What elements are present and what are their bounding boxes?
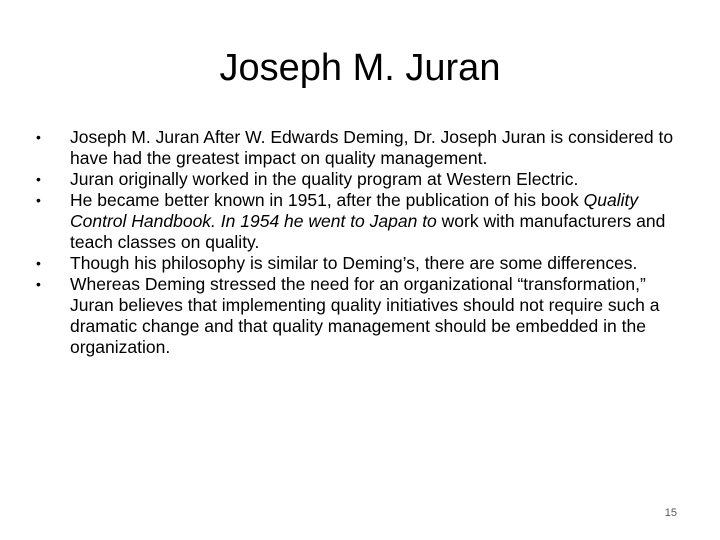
bullet-marker: • — [36, 255, 41, 271]
bullet-text: Joseph M. Juran After W. Edwards Deming, Dr. Joseph Juran is considered to have had the greatest impact on quality management. — [70, 127, 674, 168]
bullet-text: Though his philosophy is similar to Deming’s, there are some differences. — [70, 253, 638, 273]
bullet-marker: • — [36, 171, 41, 187]
bullet-text-part: work with manufacturers and teach classes on quality. — [70, 211, 666, 252]
bullet-item — [36, 127, 686, 169]
bullet-marker: • — [36, 129, 41, 145]
page-number: 15 — [664, 507, 677, 519]
book-title-italic: Quality Control Handbook. In 1954 he went to Japan to — [70, 190, 639, 231]
bullet-text-part: He became better known in 1951, after the publication of his book — [70, 190, 584, 210]
bullet-item — [36, 274, 686, 358]
bullet-item — [36, 190, 686, 253]
bullet-item — [36, 253, 686, 274]
bullet-item — [36, 169, 686, 190]
bullet-marker: • — [36, 276, 41, 292]
bullet-text: Juran originally worked in the quality program at Western Electric. — [70, 169, 579, 189]
bullet-list — [36, 127, 686, 358]
bullet-marker: • — [36, 192, 41, 208]
slide-title: Joseph M. Juran — [219, 47, 501, 89]
bullet-text: Whereas Deming stressed the need for an organizational “transformation,” Juran believes that implementing quality initiatives should not require such a dramatic change and that quality management should be embedded in the organization. — [70, 274, 660, 357]
bullet-text — [70, 190, 686, 253]
